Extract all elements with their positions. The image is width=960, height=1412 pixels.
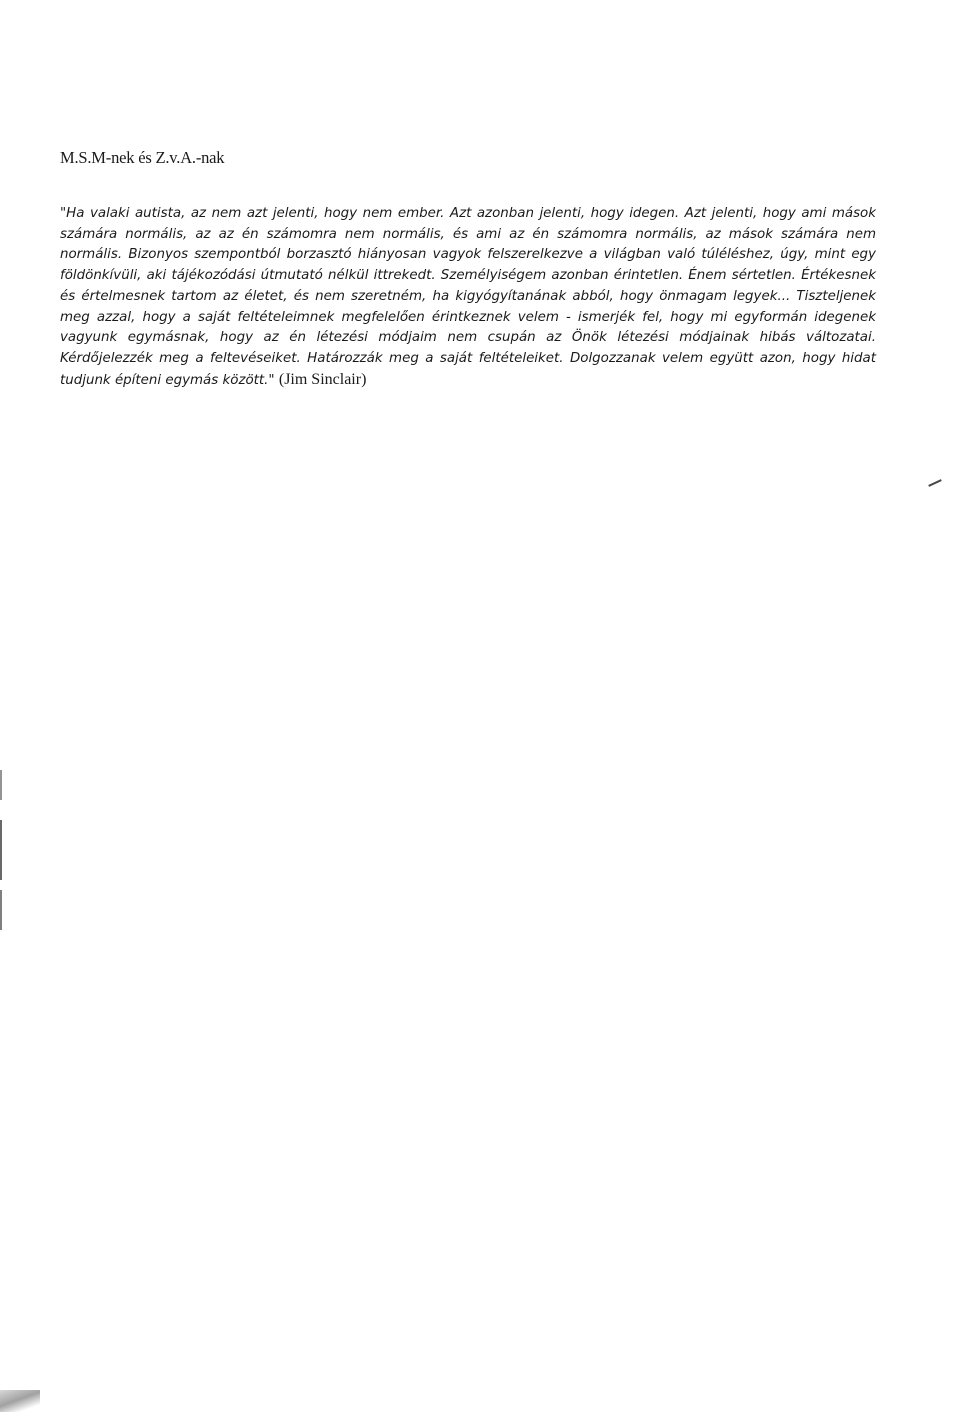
scan-artifact-bottom-corner <box>0 1390 40 1412</box>
dedication-line: M.S.M-nek és Z.v.A.-nak <box>60 148 225 167</box>
quote-text: "Ha valaki autista, az nem azt jelenti, hogy nem ember. Azt azonban jelenti, hogy idegen. Azt jelenti, hogy ami mások számára normális, az az én számomra nem normális, és ami az én számomra normális, az mások számára nem normális. Bizonyos szempontból borzasztó hiányosan vagyok felszerelkezve a világban való túléléshez, úgy, mint egy földönkívüli, aki tájékozódási útmutató nélkül ittrekedt. Személyiségem azonban érintetlen. Énem sértetlen. Értékesnek és értelmesnek tartom az életet, és nem szeretném, ha kigyógyítanának abból, hogy önmagam legyek... Tiszteljenek meg azzal, hogy a saját feltételeimnek megfelelően érintkeznek velem - ismerjék fel, hogy mi egyformán idegenek vagyunk egymásnak, hogy az én létezési módjaim nem csupán az Önök létezési módjainak hibás változatai. Kérdőjelezzék meg a feltevéseiket. Határozzák meg a saját feltételeiket. Dolgozzanak velem együtt azon, hogy hidat tudjunk építeni egymás között." <box>60 206 876 388</box>
quote-author: (Jim Sinclair) <box>278 370 367 388</box>
scan-artifact-left-3 <box>0 890 2 930</box>
scan-artifact-left-1 <box>0 770 2 800</box>
scan-artifact-left-2 <box>0 820 2 880</box>
quote-paragraph <box>60 204 876 391</box>
scan-artifact-right <box>928 479 942 487</box>
